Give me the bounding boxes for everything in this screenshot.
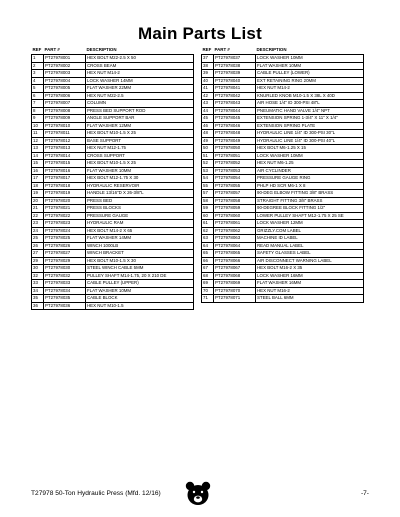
part-number-cell: PT27978051 (214, 152, 256, 160)
table-row (32, 287, 194, 295)
part-number-cell: PT27978015 (44, 160, 86, 168)
ref-cell: 9 (32, 115, 44, 123)
table-row (202, 265, 364, 273)
description-cell: HEX BOLT M10-1.5 X 30 (86, 257, 194, 265)
table-row (202, 205, 364, 213)
table-row (202, 182, 364, 190)
ref-cell: 23 (32, 220, 44, 228)
ref-cell: 2 (32, 62, 44, 70)
part-number-cell: PT27978001 (44, 55, 86, 63)
description-cell: PULLEY SHAFT M14-1.75, 20 X 210 DE (86, 272, 194, 280)
table-row (202, 212, 364, 220)
description-cell: AIR DISCONNECT WARNING LABEL (256, 257, 364, 265)
ref-cell: 51 (202, 152, 214, 160)
part-number-cell: PT27978062 (214, 227, 256, 235)
part-number-cell: PT27978032 (44, 272, 86, 280)
part-number-cell: PT27978059 (214, 205, 256, 213)
description-cell: HYDRAULIC LINE 1/4" ID 300-PSI 30"L (256, 130, 364, 138)
ref-cell: 60 (202, 212, 214, 220)
table-row (202, 130, 364, 138)
part-number-cell: PT27978025 (44, 235, 86, 243)
ref-cell: 62 (202, 227, 214, 235)
table-row (32, 182, 194, 190)
part-number-cell: PT27978011 (44, 130, 86, 138)
part-number-cell: PT27978035 (44, 295, 86, 303)
ref-cell: 71 (202, 295, 214, 303)
ref-cell: 58 (202, 197, 214, 205)
table-row (202, 77, 364, 85)
part-number-cell: PT27978042 (214, 92, 256, 100)
table-row (202, 167, 364, 175)
ref-cell: 16 (32, 167, 44, 175)
description-cell: HEX NUT M14-2 (86, 70, 194, 78)
part-number-cell: PT27978026 (44, 242, 86, 250)
description-cell: GRIZZLY.COM LABEL (256, 227, 364, 235)
table-row (32, 295, 194, 303)
part-number-cell: PT27978022 (44, 212, 86, 220)
description-cell: SAFETY GLASSES LABEL (256, 250, 364, 258)
part-number-cell: PT27978044 (214, 107, 256, 115)
ref-cell: 14 (32, 152, 44, 160)
description-cell: FLAT WASHER 22MM (86, 85, 194, 93)
table-row (32, 92, 194, 100)
part-number-cell: PT27978010 (44, 122, 86, 130)
ref-cell: 66 (202, 257, 214, 265)
ref-cell: 63 (202, 235, 214, 243)
bear-head-logo-icon (184, 480, 212, 506)
ref-cell: 21 (32, 205, 44, 213)
table-row (202, 85, 364, 93)
ref-cell: 17 (32, 175, 44, 183)
part-number-cell: PT27978050 (214, 145, 256, 153)
ref-cell: 64 (202, 242, 214, 250)
table-row (202, 242, 364, 250)
part-number-cell: PT27978043 (214, 100, 256, 108)
description-cell: CABLE BLOCK (86, 295, 194, 303)
table-row (32, 70, 194, 78)
part-column-header: PART # (44, 47, 60, 52)
description-cell: STRAIGHT FITTING 3/8" BRASS (256, 197, 364, 205)
description-cell: COLUMN (86, 100, 194, 108)
description-cell: HEX BOLT M22-2.5 X 50 (86, 55, 194, 63)
table-row (202, 160, 364, 168)
description-cell: PHLP HD SCR M6-1 X 8 (256, 182, 364, 190)
table-row (32, 145, 194, 153)
description-cell: EXTENSION SPRING PLATE (256, 122, 364, 130)
part-number-cell: PT27978039 (214, 70, 256, 78)
ref-cell: 20 (32, 197, 44, 205)
table-row (202, 287, 364, 295)
ref-cell: 5 (32, 85, 44, 93)
description-cell: ANGLE SUPPORT BAR (86, 115, 194, 123)
part-number-cell: PT27978019 (44, 190, 86, 198)
part-number-cell: PT27978034 (44, 287, 86, 295)
description-cell: FLAT WASHER 10MM (256, 62, 364, 70)
ref-column-header: REF (32, 47, 42, 52)
table-row (202, 235, 364, 243)
part-number-cell: PT27978057 (214, 190, 256, 198)
table-row (32, 227, 194, 235)
description-cell: EXT RETAINING RING 20MM (256, 77, 364, 85)
ref-cell: 41 (202, 85, 214, 93)
description-cell: LOWER PULLEY SHAFT M12-1.75 X 25 SE (256, 212, 364, 220)
part-number-cell: PT27978061 (214, 220, 256, 228)
part-number-cell: PT27978029 (44, 257, 86, 265)
description-cell: KNURLED KNOB M10-1.5 X 38L X 40D (256, 92, 364, 100)
description-cell: CABLE PULLEY (UPPER) (86, 280, 194, 288)
part-number-cell: PT27978012 (44, 137, 86, 145)
table-row (32, 220, 194, 228)
part-number-cell: PT27978069 (214, 280, 256, 288)
part-number-cell: PT27978045 (214, 115, 256, 123)
description-cell: EXTENSION SPRING 1-3/4" X 11" X 1/4" (256, 115, 364, 123)
table-row (32, 212, 194, 220)
table-header-row (32, 47, 194, 55)
part-number-cell: PT27978016 (44, 167, 86, 175)
table-row (202, 175, 364, 183)
description-cell: HEX BOLT M6-1.25 X 15 (256, 145, 364, 153)
ref-cell: 48 (202, 130, 214, 138)
description-cell: AIR HOSE 1/4" ID 300-PSI 48"L (256, 100, 364, 108)
part-number-cell: PT27978002 (44, 62, 86, 70)
table-row (202, 152, 364, 160)
ref-cell: 35 (32, 295, 44, 303)
table-row (202, 107, 364, 115)
description-cell: LOCK WASHER 12MM (256, 220, 364, 228)
table-row (32, 272, 194, 280)
table-row (202, 145, 364, 153)
table-row (32, 280, 194, 288)
part-number-cell: PT27978017 (44, 175, 86, 183)
description-cell: WINCH 1000LB (86, 242, 194, 250)
part-number-cell: PT27978014 (44, 152, 86, 160)
ref-cell: 27 (32, 250, 44, 258)
ref-cell: 3 (32, 70, 44, 78)
description-cell: LOCK WASHER 10MM (256, 152, 364, 160)
description-cell: PRESS BED (86, 197, 194, 205)
ref-cell: 69 (202, 280, 214, 288)
ref-cell: 55 (202, 182, 214, 190)
part-number-cell: PT27978063 (214, 235, 256, 243)
part-number-cell: PT27978041 (214, 85, 256, 93)
table-row (32, 190, 194, 198)
ref-cell: 33 (32, 280, 44, 288)
ref-cell: 15 (32, 160, 44, 168)
part-number-cell: PT27978008 (44, 107, 86, 115)
part-number-cell: PT27978046 (214, 122, 256, 130)
table-row (202, 70, 364, 78)
table-row (202, 190, 364, 198)
description-cell: CROSS BEAM (86, 62, 194, 70)
table-row (202, 272, 364, 280)
ref-cell: 13 (32, 145, 44, 153)
table-header-row (202, 47, 364, 55)
table-row (32, 265, 194, 273)
description-cell: PRESSURE GAUGE RING (256, 175, 364, 183)
part-number-cell: PT27978064 (214, 242, 256, 250)
table-row (202, 250, 364, 258)
table-row (32, 242, 194, 250)
table-row (32, 55, 194, 63)
ref-cell: 42 (202, 92, 214, 100)
part-number-cell: PT27978038 (214, 62, 256, 70)
table-row (32, 175, 194, 183)
footer-manual-title: T27978 50-Ton Hydraulic Press (Mfd. 12/16) (31, 490, 161, 497)
ref-cell: 53 (202, 167, 214, 175)
page-number: -7- (360, 490, 369, 497)
part-number-cell: PT27978040 (214, 77, 256, 85)
parts-table-right (201, 47, 364, 303)
part-number-cell: PT27978053 (214, 167, 256, 175)
ref-cell: 37 (202, 55, 214, 63)
description-column-header: DESCRIPTION (86, 47, 117, 52)
description-cell: AIR CYCLINDER (256, 167, 364, 175)
part-number-cell: PT27978007 (44, 100, 86, 108)
part-number-cell: PT27978013 (44, 145, 86, 153)
ref-cell: 4 (32, 77, 44, 85)
table-row (32, 250, 194, 258)
ref-cell: 46 (202, 122, 214, 130)
table-row (202, 257, 364, 265)
table-row (32, 197, 194, 205)
part-number-cell: PT27978033 (44, 280, 86, 288)
part-number-cell: PT27978020 (44, 197, 86, 205)
description-cell: 90-DEGREE BLOCK FITTING 1/2" (256, 205, 364, 213)
table-row (32, 152, 194, 160)
ref-cell: 6 (32, 92, 44, 100)
part-column-header: PART # (214, 47, 230, 52)
ref-cell: 65 (202, 250, 214, 258)
ref-cell: 32 (32, 272, 44, 280)
part-number-cell: PT27978006 (44, 92, 86, 100)
description-cell: HEX BOLT M10-1.5 X 25 (86, 160, 194, 168)
table-row (32, 77, 194, 85)
ref-cell: 12 (32, 137, 44, 145)
description-cell: STEEL WINCH CABLE 5MM (86, 265, 194, 273)
ref-cell: 1 (32, 55, 44, 63)
description-cell: HEX NUT M16-2 (256, 287, 364, 295)
description-cell: CROSS SUPPORT (86, 152, 194, 160)
description-cell: BASE SUPPORT (86, 137, 194, 145)
description-cell: HYDRAULIC LINE 1/4" ID 300-PSI 40"L (256, 137, 364, 145)
ref-cell: 18 (32, 182, 44, 190)
description-cell: PRESS BLOCKS (86, 205, 194, 213)
ref-cell: 22 (32, 212, 44, 220)
part-number-cell: PT27978023 (44, 220, 86, 228)
ref-cell: 43 (202, 100, 214, 108)
table-row (32, 167, 194, 175)
part-number-cell: PT27978036 (44, 302, 86, 310)
table-row (32, 115, 194, 123)
ref-cell: 54 (202, 175, 214, 183)
part-number-cell: PT27978018 (44, 182, 86, 190)
table-row (202, 100, 364, 108)
ref-cell: 36 (32, 302, 44, 310)
table-row (32, 137, 194, 145)
description-cell: PNEUMATIC HAND VALVE 1/4" NPT (256, 107, 364, 115)
ref-cell: 8 (32, 107, 44, 115)
table-row (202, 280, 364, 288)
table-row (32, 107, 194, 115)
table-row (32, 62, 194, 70)
part-number-cell: PT27978070 (214, 287, 256, 295)
part-number-cell: PT27978004 (44, 77, 86, 85)
part-number-cell: PT27978067 (214, 265, 256, 273)
ref-cell: 39 (202, 70, 214, 78)
ref-cell: 40 (202, 77, 214, 85)
ref-cell: 50 (202, 145, 214, 153)
table-row (202, 115, 364, 123)
description-cell: LOCK WASHER 14MM (86, 77, 194, 85)
table-row (32, 100, 194, 108)
table-row (32, 257, 194, 265)
description-cell: FLAT WASHER 12MM (86, 122, 194, 130)
ref-cell: 7 (32, 100, 44, 108)
table-row (32, 130, 194, 138)
description-cell: HEX NUT M6-1.25 (256, 160, 364, 168)
description-cell: PRESS BED SUPPORT ROD (86, 107, 194, 115)
part-number-cell: PT27978049 (214, 137, 256, 145)
description-cell: HEX BOLT M14-2 X 65 (86, 227, 194, 235)
ref-cell: 25 (32, 235, 44, 243)
description-cell: HEX BOLT M16-2 X 35 (256, 265, 364, 273)
description-cell: HYDRAULIC RAM (86, 220, 194, 228)
table-row (32, 85, 194, 93)
part-number-cell: PT27978027 (44, 250, 86, 258)
description-cell: CABLE PULLEY (LOWER) (256, 70, 364, 78)
ref-cell: 59 (202, 205, 214, 213)
page-title: Main Parts List (138, 24, 262, 43)
description-cell: FLAT WASHER 16MM (256, 280, 364, 288)
part-number-cell: PT27978003 (44, 70, 86, 78)
ref-cell: 49 (202, 137, 214, 145)
ref-column-header: REF (202, 47, 212, 52)
ref-cell: 19 (32, 190, 44, 198)
description-cell: WINCH BRACKET (86, 250, 194, 258)
table-row (202, 197, 364, 205)
part-number-cell: PT27978048 (214, 130, 256, 138)
ref-cell: 70 (202, 287, 214, 295)
table-row (32, 302, 194, 310)
part-number-cell: PT27978024 (44, 227, 86, 235)
description-cell: FLAT WASHER 14MM (86, 235, 194, 243)
ref-cell: 57 (202, 190, 214, 198)
ref-cell: 11 (32, 130, 44, 138)
description-cell: 90-DEG ELBOW FITTING 3/8" BRASS (256, 190, 364, 198)
description-cell: STEEL BALL 6MM (256, 295, 364, 303)
table-row (32, 205, 194, 213)
description-cell: HEX NUT M10-1.5 (86, 302, 194, 310)
ref-cell: 67 (202, 265, 214, 273)
description-cell: HEX NUT M14-2 (256, 85, 364, 93)
ref-cell: 45 (202, 115, 214, 123)
part-number-cell: PT27978052 (214, 160, 256, 168)
table-row (32, 122, 194, 130)
table-row (202, 122, 364, 130)
ref-cell: 24 (32, 227, 44, 235)
table-row (202, 92, 364, 100)
ref-cell: 61 (202, 220, 214, 228)
table-row (32, 235, 194, 243)
description-cell: HANDLE 13/16"D X 26-3/8"L (86, 190, 194, 198)
ref-cell: 30 (32, 265, 44, 273)
description-cell: READ MANUAL LABEL (256, 242, 364, 250)
ref-cell: 44 (202, 107, 214, 115)
part-number-cell: PT27978030 (44, 265, 86, 273)
parts-table-left (31, 47, 194, 310)
description-cell: LOCK WASHER 10MM (256, 55, 364, 63)
table-row (32, 160, 194, 168)
description-cell: HEX BOLT M12-1.75 X 30 (86, 175, 194, 183)
description-column-header: DESCRIPTION (256, 47, 287, 52)
table-row (202, 227, 364, 235)
table-row (202, 295, 364, 303)
description-cell: HEX NUT M12-1.75 (86, 145, 194, 153)
part-number-cell: PT27978021 (44, 205, 86, 213)
description-cell: PRESSURE GAUGE (86, 212, 194, 220)
ref-cell: 52 (202, 160, 214, 168)
part-number-cell: PT27978054 (214, 175, 256, 183)
description-cell: HEX BOLT M10-1.5 X 25 (86, 130, 194, 138)
description-cell: MACHINE ID LABEL (256, 235, 364, 243)
description-cell: LOCK WASHER 16MM (256, 272, 364, 280)
table-row (202, 220, 364, 228)
table-row (202, 55, 364, 63)
part-number-cell: PT27978068 (214, 272, 256, 280)
part-number-cell: PT27978058 (214, 197, 256, 205)
part-number-cell: PT27978065 (214, 250, 256, 258)
part-number-cell: PT27978055 (214, 182, 256, 190)
ref-cell: 29 (32, 257, 44, 265)
part-number-cell: PT27978005 (44, 85, 86, 93)
ref-cell: 38 (202, 62, 214, 70)
description-cell: HYDRAULIC RESERVOIR (86, 182, 194, 190)
table-row (202, 137, 364, 145)
part-number-cell: PT27978066 (214, 257, 256, 265)
part-number-cell: PT27978071 (214, 295, 256, 303)
description-cell: HEX NUT M22-2.5 (86, 92, 194, 100)
part-number-cell: PT27978009 (44, 115, 86, 123)
ref-cell: 68 (202, 272, 214, 280)
part-number-cell: PT27978060 (214, 212, 256, 220)
description-cell: FLAT WASHER 10MM (86, 167, 194, 175)
table-row (202, 62, 364, 70)
ref-cell: 34 (32, 287, 44, 295)
ref-cell: 10 (32, 122, 44, 130)
description-cell: FLAT WASHER 10MM (86, 287, 194, 295)
part-number-cell: PT27978037 (214, 55, 256, 63)
ref-cell: 26 (32, 242, 44, 250)
